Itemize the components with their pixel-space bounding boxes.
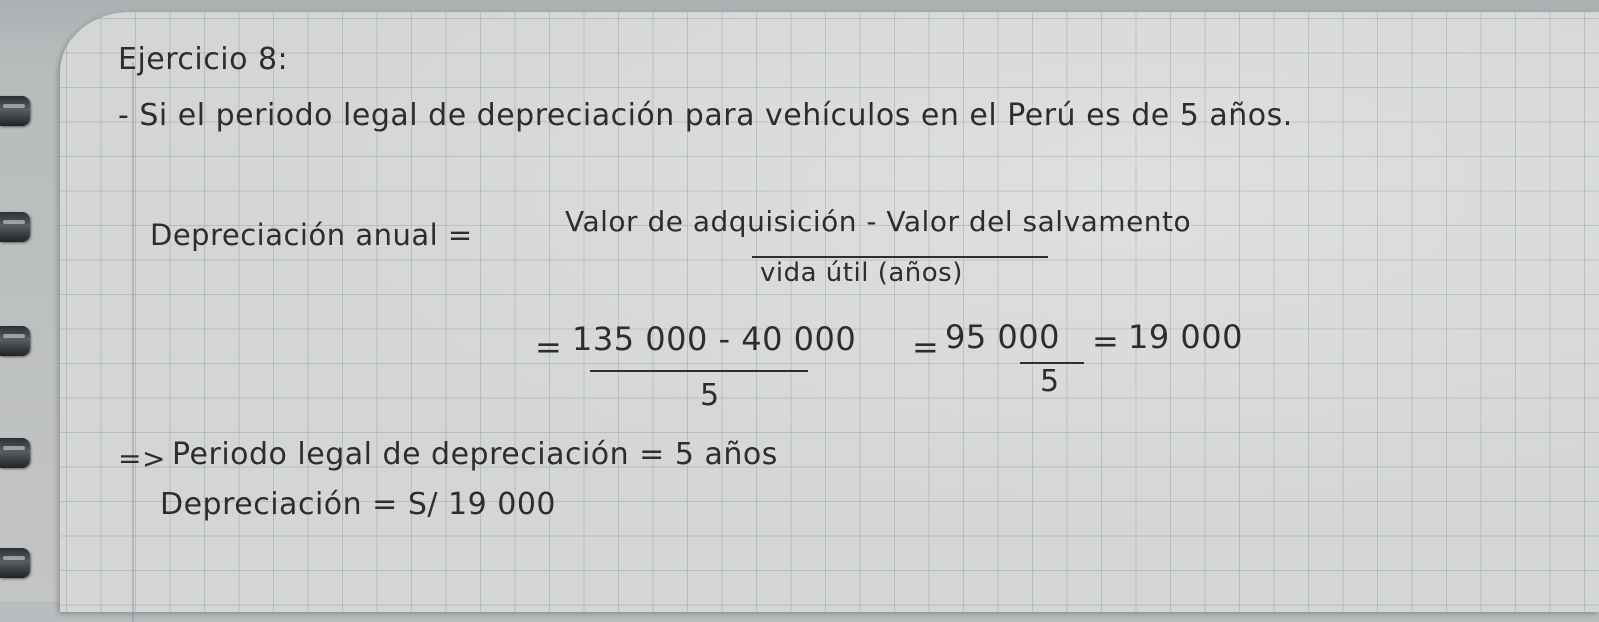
calc-denominator: 5 — [700, 378, 720, 413]
equals-sign: = — [535, 328, 563, 366]
formula-numerator: Valor de adquisición - Valor del salvamento — [565, 205, 1192, 238]
spiral-ring — [0, 548, 30, 578]
equals-sign: = — [912, 328, 940, 366]
calc-numerator: 135 000 - 40 000 — [572, 320, 857, 358]
calc-denominator-2: 5 — [1040, 364, 1060, 399]
period-statement: Periodo legal de depreciación = 5 años — [172, 437, 778, 472]
equals-sign: = — [1092, 322, 1120, 360]
implies-arrow: => — [118, 442, 166, 475]
depreciation-result: Depreciación = S/ 19 000 — [160, 487, 557, 522]
spiral-ring — [0, 96, 30, 126]
calc-numerator-2: 95 000 — [945, 318, 1060, 356]
calc-fraction-bar — [590, 370, 808, 372]
margin-line — [132, 62, 134, 622]
spiral-ring — [0, 438, 30, 468]
exercise-statement: - Si el periodo legal de depreciación para vehículos en el Perú es de 5 años. — [118, 98, 1293, 133]
spiral-ring — [0, 212, 30, 242]
calc-result: 19 000 — [1128, 318, 1243, 356]
formula-label: Depreciación anual = — [150, 218, 473, 252]
exercise-title: Ejercicio 8: — [118, 42, 289, 77]
formula-denominator: vida útil (años) — [760, 258, 963, 288]
spiral-ring — [0, 326, 30, 356]
